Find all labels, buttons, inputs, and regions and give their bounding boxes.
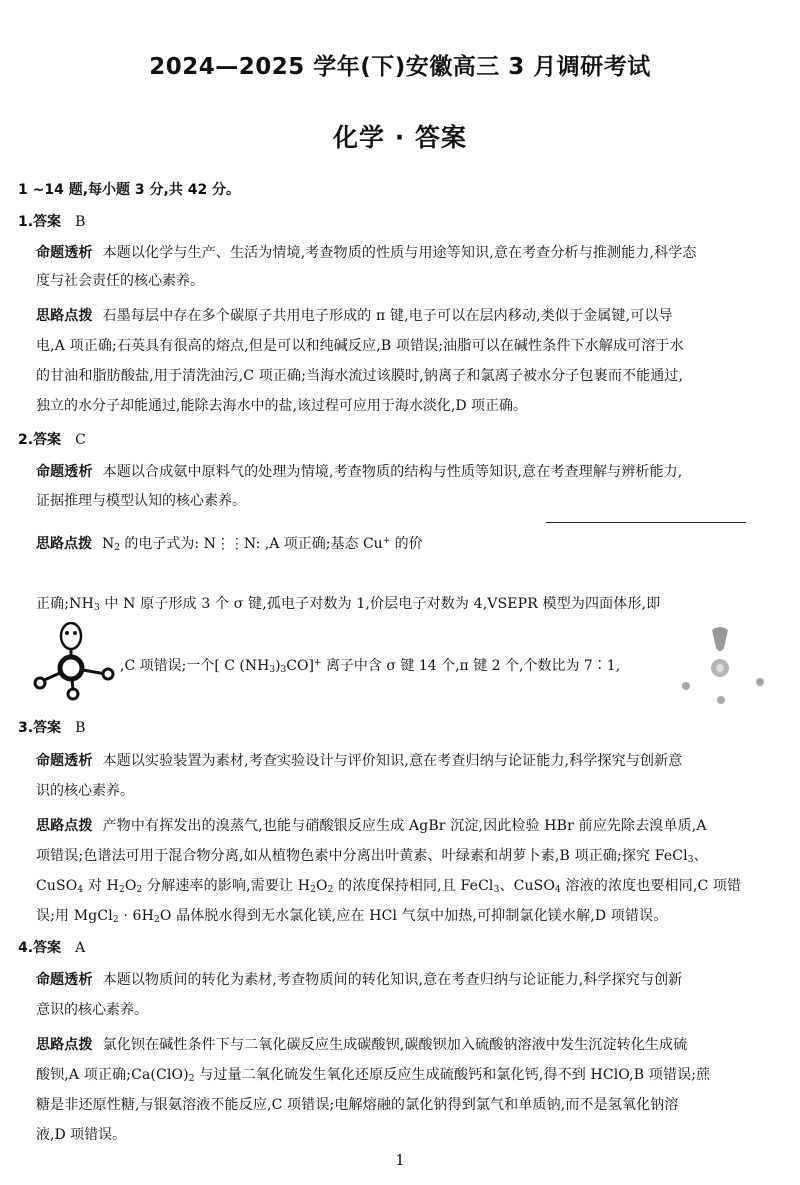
q4-hint-line: [36, 1065, 776, 1085]
q4-hint-line: 液,D 项错误。: [36, 1127, 127, 1143]
q1-hint-line: 电,A 项正确;石英具有很高的熔点,但是可以和纯碱反应,B 项错误;油脂可以在碱性条件下水解成可溶于水: [36, 338, 684, 354]
q3-answer: B: [75, 720, 86, 736]
q4-number: 4.: [18, 940, 34, 956]
subscript: 2: [188, 1074, 195, 1084]
q3-text: 对 H: [83, 878, 120, 894]
q3-text: 溶液的浓度也要相同,C 项错: [560, 878, 742, 894]
q1-answer: B: [75, 214, 86, 230]
answer-label: 答案: [33, 214, 62, 230]
subscript: 3: [687, 855, 694, 865]
q4-text: 酸钡,A 项正确;Ca(ClO): [36, 1067, 189, 1083]
q3-text: 、: [693, 848, 708, 864]
q2-answer: C: [75, 432, 86, 448]
q3-text: 分解速率的影响,需要让 H: [142, 878, 311, 894]
superscript: +: [382, 536, 391, 546]
q3-text: O: [124, 878, 137, 894]
q4-analysis-line: [36, 970, 776, 990]
exam-subtitle: 化学 · 答案: [333, 123, 467, 152]
subscript: 2: [114, 543, 120, 553]
superscript: +: [313, 658, 322, 668]
q1-hint-line: 独立的水分子却能通过,能除去海水中的盐,该过程可应用于海水淡化,D 项正确。: [36, 398, 528, 414]
analysis-label: 命题透析: [36, 972, 93, 988]
q2-hint-b: 的电子式为: N⋮⋮N: ,A 项正确;基态 Cu: [119, 536, 383, 552]
subscript: 2: [310, 885, 316, 895]
subscript: 2: [153, 915, 160, 925]
subscript: 3: [280, 665, 287, 675]
subscript: 2: [112, 915, 119, 925]
analysis-label: 命题透析: [36, 464, 93, 480]
exam-title: 2024—2025 学年(下)安徽高三 3 月调研考试: [149, 54, 651, 80]
q3-text: 项错误;色谱法可用于混合物分离,如从植物色素中分离出叶黄素、叶绿素和胡萝卜素,B 项正确;探究 FeCl: [36, 848, 688, 864]
q4-answer-heading: [18, 938, 85, 958]
q3-text: CuSO: [36, 878, 78, 894]
q3-hint-line: [36, 876, 776, 896]
q2-analysis-line: 证据推理与模型认知的核心素养。: [36, 493, 246, 509]
q2-text: 中 N 原子形成 3 个 σ 键,孤电子对数为 1,价层电子对数为 4,VSEPR 模型为四面体形,即: [99, 596, 661, 612]
blank-underline: [546, 522, 746, 523]
q1-analysis-line: [36, 243, 776, 263]
page-number: 1: [395, 1151, 405, 1169]
q3-text: O 晶体脱水得到无水氯化镁,应在 HCl 气氛中加热,可抑制氯化镁水解,D 项错误。: [159, 908, 668, 924]
section-intro: 1 ~14 题,每小题 3 分,共 42 分。: [18, 182, 241, 198]
subscript: 2: [327, 885, 334, 895]
q3-number: 3.: [18, 720, 34, 736]
hint-label: 思路点拨: [36, 1037, 93, 1053]
q4-hint-line: 糖是非还原性糖,与银氨溶液不能反应,C 项错误;电解熔融的氯化钠得到氯气和单质钠,而不是氢氧化钠溶: [36, 1097, 679, 1113]
hint-label: 思路点拨: [36, 308, 93, 324]
analysis-label: 命题透析: [36, 245, 93, 261]
q2-hint-c: 的价: [390, 536, 423, 552]
subscript: 4: [555, 885, 561, 895]
q3-analysis-line: [36, 751, 776, 771]
q3-text: 误;用 MgCl: [36, 908, 113, 924]
q3-hint-line: [36, 816, 776, 836]
q2-hint-line: [36, 594, 776, 614]
q2-text: 正确;NH: [36, 596, 94, 612]
molecule-model-icon: [676, 624, 772, 710]
q2-hint-a: N: [102, 536, 115, 552]
q2-number: 2.: [18, 432, 34, 448]
q1-analysis-line: 度与社会责任的核心素养。: [36, 273, 204, 289]
q2-answer-heading: [18, 430, 86, 450]
q1-hint-line: 的甘油和脂肪酸盐,用于清洗油污,C 项正确;当海水流过该膜时,钠离子和氯离子被水分子包裹而不能通过,: [36, 368, 684, 384]
q2-hint-line: [36, 534, 776, 554]
subscript: 3: [269, 665, 276, 675]
subscript: 3: [493, 885, 500, 895]
q4-hint-line: [36, 1035, 776, 1055]
answer-label: 答案: [33, 720, 62, 736]
q1-number: 1.: [18, 214, 34, 230]
q3-text: · 6H: [118, 908, 154, 924]
q2-text: ,C 项错误;一个[ C (NH: [120, 658, 270, 674]
q2-text: ): [275, 658, 281, 674]
answer-label: 答案: [33, 940, 62, 956]
subscript: 4: [77, 885, 84, 895]
answer-label: 答案: [33, 432, 62, 448]
q3-text: O: [316, 878, 328, 894]
q3-text: 、CuSO: [499, 878, 555, 894]
q3-hint-text: 产物中有挥发出的溴蒸气,也能与硝酸银反应生成 AgBr 沉淀,因此检验 HBr 前应先除去溴单质,A: [102, 818, 707, 834]
q3-text: 的浓度保持相同,且 FeCl: [333, 878, 494, 894]
q1-hint-text: 石墨每层中存在多个碳原子共用电子形成的 π 键,电子可以在层内移动,类似于金属键,可以导: [102, 308, 673, 324]
q4-hint-text: 氯化钡在碱性条件下与二氧化碳反应生成碳酸钡,碳酸钡加入硫酸钠溶液中发生沉淀转化生成硫: [102, 1037, 688, 1053]
analysis-label: 命题透析: [36, 753, 93, 769]
q1-hint-line: [36, 306, 776, 326]
nh3-vsepr-model-icon: [28, 622, 124, 708]
q3-analysis-line: 识的核心素养。: [36, 783, 134, 799]
q3-analysis-text: 本题以实验装置为素材,考查实验设计与评价知识,意在考查归纳与论证能力,科学探究与创新意: [102, 753, 683, 769]
q4-analysis-line: 意识的核心素养。: [36, 1002, 148, 1018]
hint-label: 思路点拨: [36, 818, 93, 834]
q4-text: 与过量二氧化硫发生氧化还原反应生成硫酸钙和氯化钙,得不到 HClO,B 项错误;蔗: [194, 1067, 711, 1083]
q2-text: CO]: [286, 658, 314, 674]
q2-text: 离子中含 σ 键 14 个,π 键 2 个,个数比为 7∶1,: [321, 658, 621, 674]
q1-analysis-text: 本题以化学与生产、生活为情境,考查物质的性质与用途等知识,意在考查分析与推测能力,科学态: [102, 245, 697, 261]
q2-hint-line: [120, 656, 680, 676]
q2-analysis-text: 本题以合成氨中原料气的处理为情境,考查物质的结构与性质等知识,意在考查理解与辨析能力,: [102, 464, 683, 480]
q3-answer-heading: [18, 718, 85, 738]
subscript: 2: [119, 885, 125, 895]
q3-hint-line: [36, 846, 776, 866]
subscript: 2: [136, 885, 143, 895]
q3-hint-line: [36, 906, 776, 926]
q4-analysis-text: 本题以物质间的转化为素材,考查物质间的转化知识,意在考查归纳与论证能力,科学探究与创新: [102, 972, 683, 988]
hint-label: 思路点拨: [36, 536, 92, 552]
subscript: 3: [93, 603, 100, 613]
q2-analysis-line: [36, 462, 776, 482]
q1-answer-heading: [18, 212, 85, 232]
q4-answer: A: [75, 940, 86, 956]
